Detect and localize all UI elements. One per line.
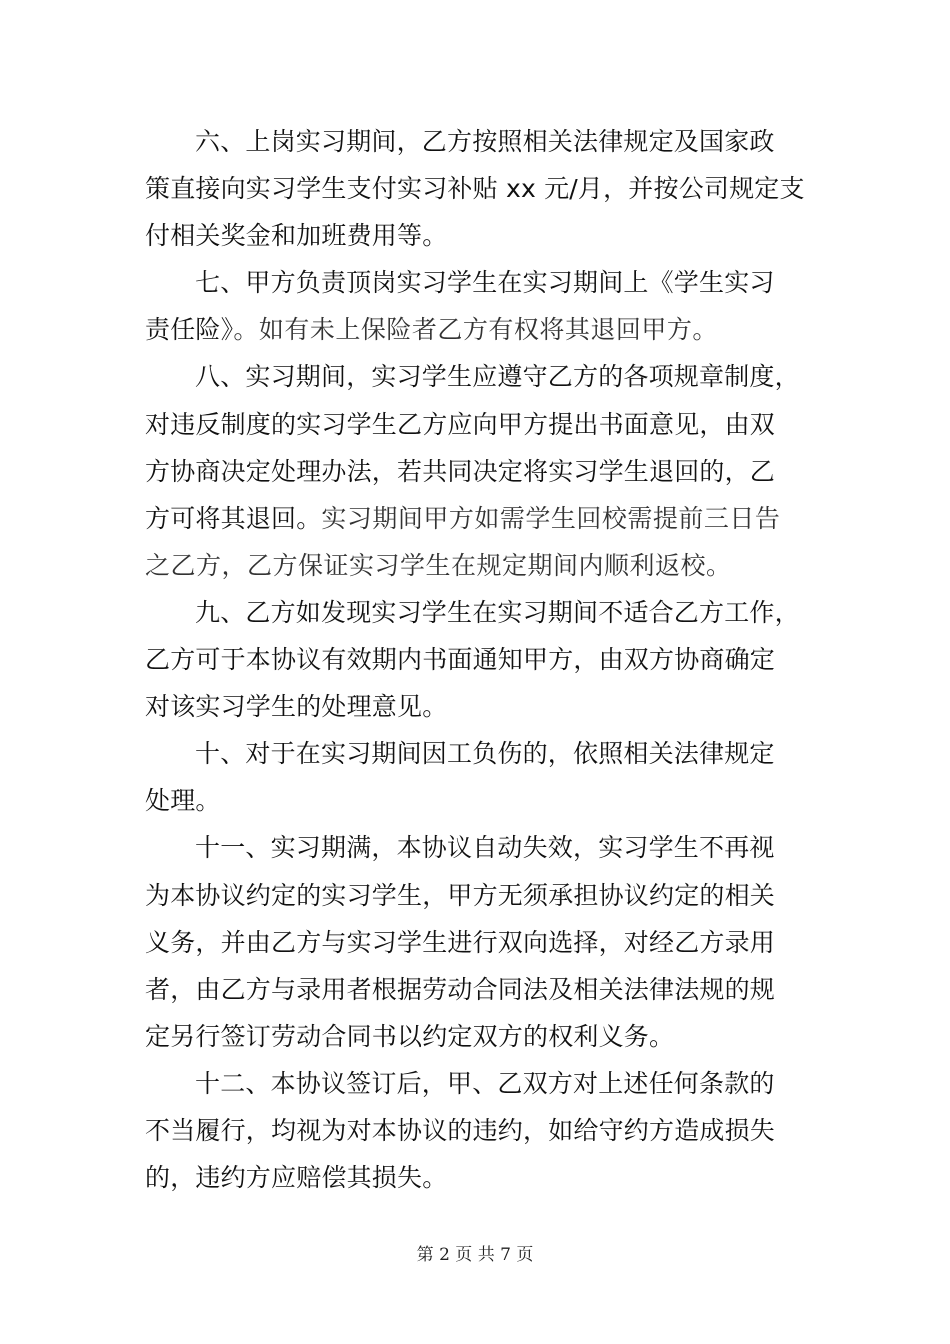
clause-eleven-line-1: 十一、实习期满，本协议自动失效，实习学生不再视	[195, 833, 775, 863]
clause-seven-line-2-strong: 责任险》	[145, 315, 234, 345]
clause-nine	[145, 589, 810, 730]
clause-ten	[145, 730, 810, 824]
clause-seven-line-2-light: 。如有未上保险者乙方有权将其退回甲方。	[233, 315, 718, 345]
clause-twelve-line-2: 不当履行，均视为对本协议的违约，如给守约方造成损失	[145, 1115, 776, 1145]
clause-seven	[145, 259, 810, 353]
clause-ten-line-1: 十、对于在实习期间因工负伤的，依照相关法律规定	[195, 739, 775, 769]
clause-nine-line-1: 九、乙方如发现实习学生在实习期间不适合乙方工作，	[195, 597, 800, 627]
clause-eight-line-4	[145, 495, 810, 542]
clause-eleven-line-4: 者，由乙方与录用者根据劳动合同法及相关法律法规的规	[145, 974, 776, 1004]
clause-nine-line-3: 对该实习学生的处理意见。	[145, 692, 448, 722]
clause-eight-line-4-strong: 方可将其退回。	[145, 503, 322, 533]
clause-eight-line-2: 对违反制度的实习学生乙方应向甲方提出书面意见，由双	[145, 409, 776, 439]
document-body	[145, 118, 810, 1201]
clause-twelve-line-1: 十二、本协议签订后，甲、乙双方对上述任何条款的	[195, 1068, 775, 1098]
clause-eleven	[145, 824, 810, 1059]
clause-eleven-line-5: 定另行签订劳动合同书以约定双方的权利义务。	[145, 1021, 675, 1051]
clause-eight-line-1: 八、实习期间，实习学生应遵守乙方的各项规章制度，	[195, 362, 800, 392]
clause-eleven-line-2: 为本协议约定的实习学生，甲方无须承担协议约定的相关	[145, 880, 776, 910]
clause-seven-line-1: 七、甲方负责顶岗实习学生在实习期间上《学生实习	[195, 268, 775, 298]
clause-six-line-2: 策直接向实习学生支付实习补贴 xx 元/月，并按公司规定支	[145, 174, 805, 204]
clause-six-line-1: 六、上岗实习期间，乙方按照相关法律规定及国家政	[195, 127, 775, 156]
clause-six	[145, 118, 810, 259]
clause-seven-line-2	[145, 306, 810, 353]
clause-six-line-3: 付相关奖金和加班费用等。	[145, 221, 448, 251]
clause-eight-line-4-light: 实习期间甲方如需学生回校需提前三日告	[321, 503, 781, 533]
clause-eight	[145, 353, 810, 588]
clause-twelve-line-3: 的，违约方应赔偿其损失。	[145, 1163, 448, 1193]
clause-eleven-line-3: 义务，并由乙方与实习学生进行双向选择，对经乙方录用	[145, 927, 776, 957]
clause-twelve	[145, 1060, 810, 1201]
page-number-footer: 第 2 页 共 7 页	[416, 1245, 534, 1265]
clause-eight-line-5: 之乙方，乙方保证实习学生在规定期间内顺利返校。	[145, 550, 732, 580]
clause-eight-line-3: 方协商决定处理办法，若共同决定将实习学生退回的，乙	[145, 456, 776, 486]
clause-ten-line-2: 处理。	[145, 786, 221, 816]
clause-nine-line-2: 乙方可于本协议有效期内书面通知甲方，由双方协商确定	[145, 645, 776, 675]
